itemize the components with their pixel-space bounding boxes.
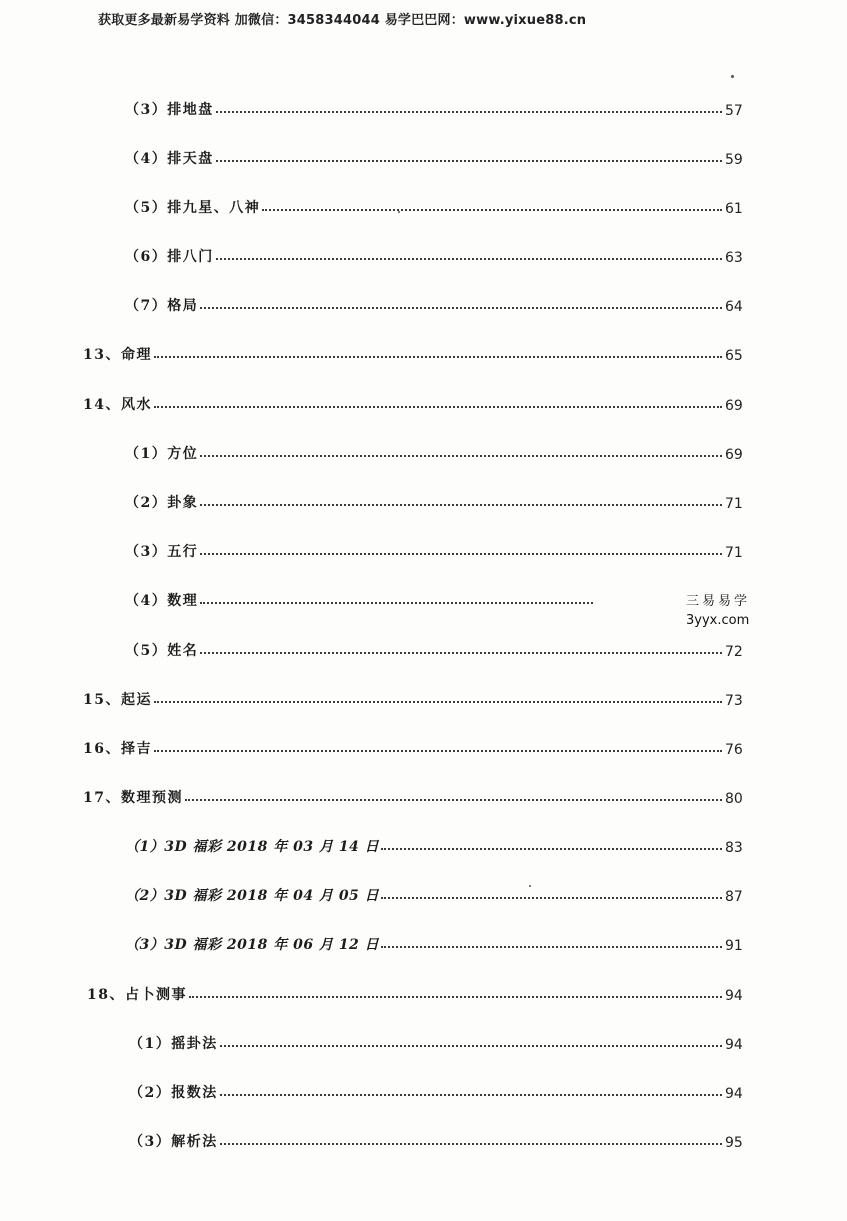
page-header: 获取更多最新易学资料 加微信：3458344044 易学巴巴网：www.yixue88.cn	[98, 13, 587, 28]
toc-entry	[125, 932, 747, 954]
toc-entry-label: 18、占卜测事	[87, 987, 187, 1003]
toc-dot-leader	[216, 258, 722, 260]
toc-entry-label: （3）五行	[125, 544, 199, 560]
toc-dot-leader	[262, 209, 722, 211]
toc-entry-label: （6）排八门	[125, 249, 214, 265]
toc-entry-label: （3）解析法	[129, 1134, 218, 1150]
toc-entry-page: 94	[725, 988, 743, 1004]
toc-dot-leader	[200, 652, 722, 654]
toc-entry-page: 80	[725, 791, 743, 807]
toc-entry	[125, 834, 747, 856]
toc-entry-label: （2）报数法	[129, 1085, 218, 1101]
toc-entry-label: （7）格局	[125, 298, 199, 314]
toc-entry	[83, 736, 747, 758]
toc-dot-leader	[381, 946, 722, 948]
toc-entry-label: （5）姓名	[125, 643, 199, 659]
toc-entry	[125, 490, 747, 512]
toc-entry-label: （2）卦象	[125, 495, 199, 511]
toc-entry-label: 17、数理预测	[83, 790, 183, 806]
toc-entry-page: 57	[725, 103, 743, 119]
watermark-url: 3yyx.com	[686, 613, 750, 628]
toc-dot-leader	[154, 701, 722, 703]
toc-entry-page: 94	[725, 1086, 743, 1102]
toc-entry	[125, 638, 747, 660]
toc-entry-page: 63	[725, 250, 743, 266]
toc-dot-leader	[220, 1045, 722, 1047]
toc-dot-leader	[189, 996, 722, 998]
toc-dot-leader	[381, 848, 722, 850]
toc-entry	[87, 982, 747, 1004]
toc-entry	[129, 1080, 747, 1102]
toc-entry-label: （1）3D 福彩 2018 年 03 月 14 日	[125, 839, 380, 855]
toc-dot-leader	[200, 553, 722, 555]
toc-dot-leader	[154, 750, 722, 752]
toc-entry-label: （4）排天盘	[125, 151, 214, 167]
toc-entry	[83, 392, 747, 414]
toc-entry	[83, 785, 747, 807]
toc-entry	[129, 1031, 747, 1053]
toc-dot-leader	[154, 406, 722, 408]
toc-entry-label: （3）排地盘	[125, 102, 214, 118]
toc-entry-label: （2）3D 福彩 2018 年 04 月 05 日	[125, 888, 380, 904]
toc-entry-page: 71	[725, 545, 743, 561]
toc-entry-page: 91	[725, 938, 743, 954]
toc-entry	[125, 883, 747, 905]
toc-dot-leader	[381, 897, 722, 899]
toc-entry-label: （5）排九星、八神	[125, 200, 261, 216]
toc-dot-leader	[216, 160, 722, 162]
toc-entry	[125, 441, 747, 463]
toc-entry-label: （1）摇卦法	[129, 1036, 218, 1052]
toc-entry-page: 83	[725, 840, 743, 856]
toc-entry-label: 16、择吉	[83, 741, 152, 757]
scan-speck	[398, 211, 400, 213]
toc-dot-leader	[200, 455, 722, 457]
watermark-cn-text: 三易易学	[686, 594, 751, 609]
toc-entry-page: 59	[725, 152, 743, 168]
toc-entry	[83, 687, 747, 709]
toc-entry-label: （4）数理	[125, 593, 199, 609]
toc-entry-label: 15、起运	[83, 692, 152, 708]
toc-entry	[125, 293, 747, 315]
toc-entry-page: 71	[725, 496, 743, 512]
toc-entry	[83, 342, 747, 364]
toc-dot-leader	[200, 602, 593, 604]
toc-entry	[129, 1129, 747, 1151]
toc-entry-page: 72	[725, 644, 743, 660]
scan-speck	[529, 885, 531, 887]
toc-dot-leader	[200, 307, 722, 309]
scan-speck	[731, 75, 734, 78]
toc-entry-page: 65	[725, 348, 743, 364]
toc-dot-leader	[200, 504, 722, 506]
toc-entry-label: 14、风水	[83, 397, 152, 413]
toc-dot-leader	[220, 1143, 722, 1145]
toc-entry-page: 73	[725, 693, 743, 709]
toc-entry	[125, 588, 593, 610]
toc-entry-page: 64	[725, 299, 743, 315]
toc-entry-label: 13、命理	[83, 347, 152, 363]
toc-dot-leader	[220, 1094, 722, 1096]
toc-entry-label: （1）方位	[125, 446, 199, 462]
toc-entry-label: （3）3D 福彩 2018 年 06 月 12 日	[125, 937, 380, 953]
toc-entry-page: 69	[725, 398, 743, 414]
toc-entry	[125, 539, 747, 561]
toc-dot-leader	[216, 111, 722, 113]
toc-entry	[125, 244, 747, 266]
toc-entry-page: 87	[725, 889, 743, 905]
toc-entry-page: 76	[725, 742, 743, 758]
toc-entry-page: 69	[725, 447, 743, 463]
toc-entry-page: 95	[725, 1135, 743, 1151]
toc-entry-page: 61	[725, 201, 743, 217]
toc-entry	[125, 97, 747, 119]
toc-entry	[125, 195, 747, 217]
watermark	[686, 592, 750, 630]
toc-dot-leader	[185, 799, 722, 801]
toc-entry-page: 94	[725, 1037, 743, 1053]
toc-entry	[125, 146, 747, 168]
toc-dot-leader	[154, 356, 722, 358]
